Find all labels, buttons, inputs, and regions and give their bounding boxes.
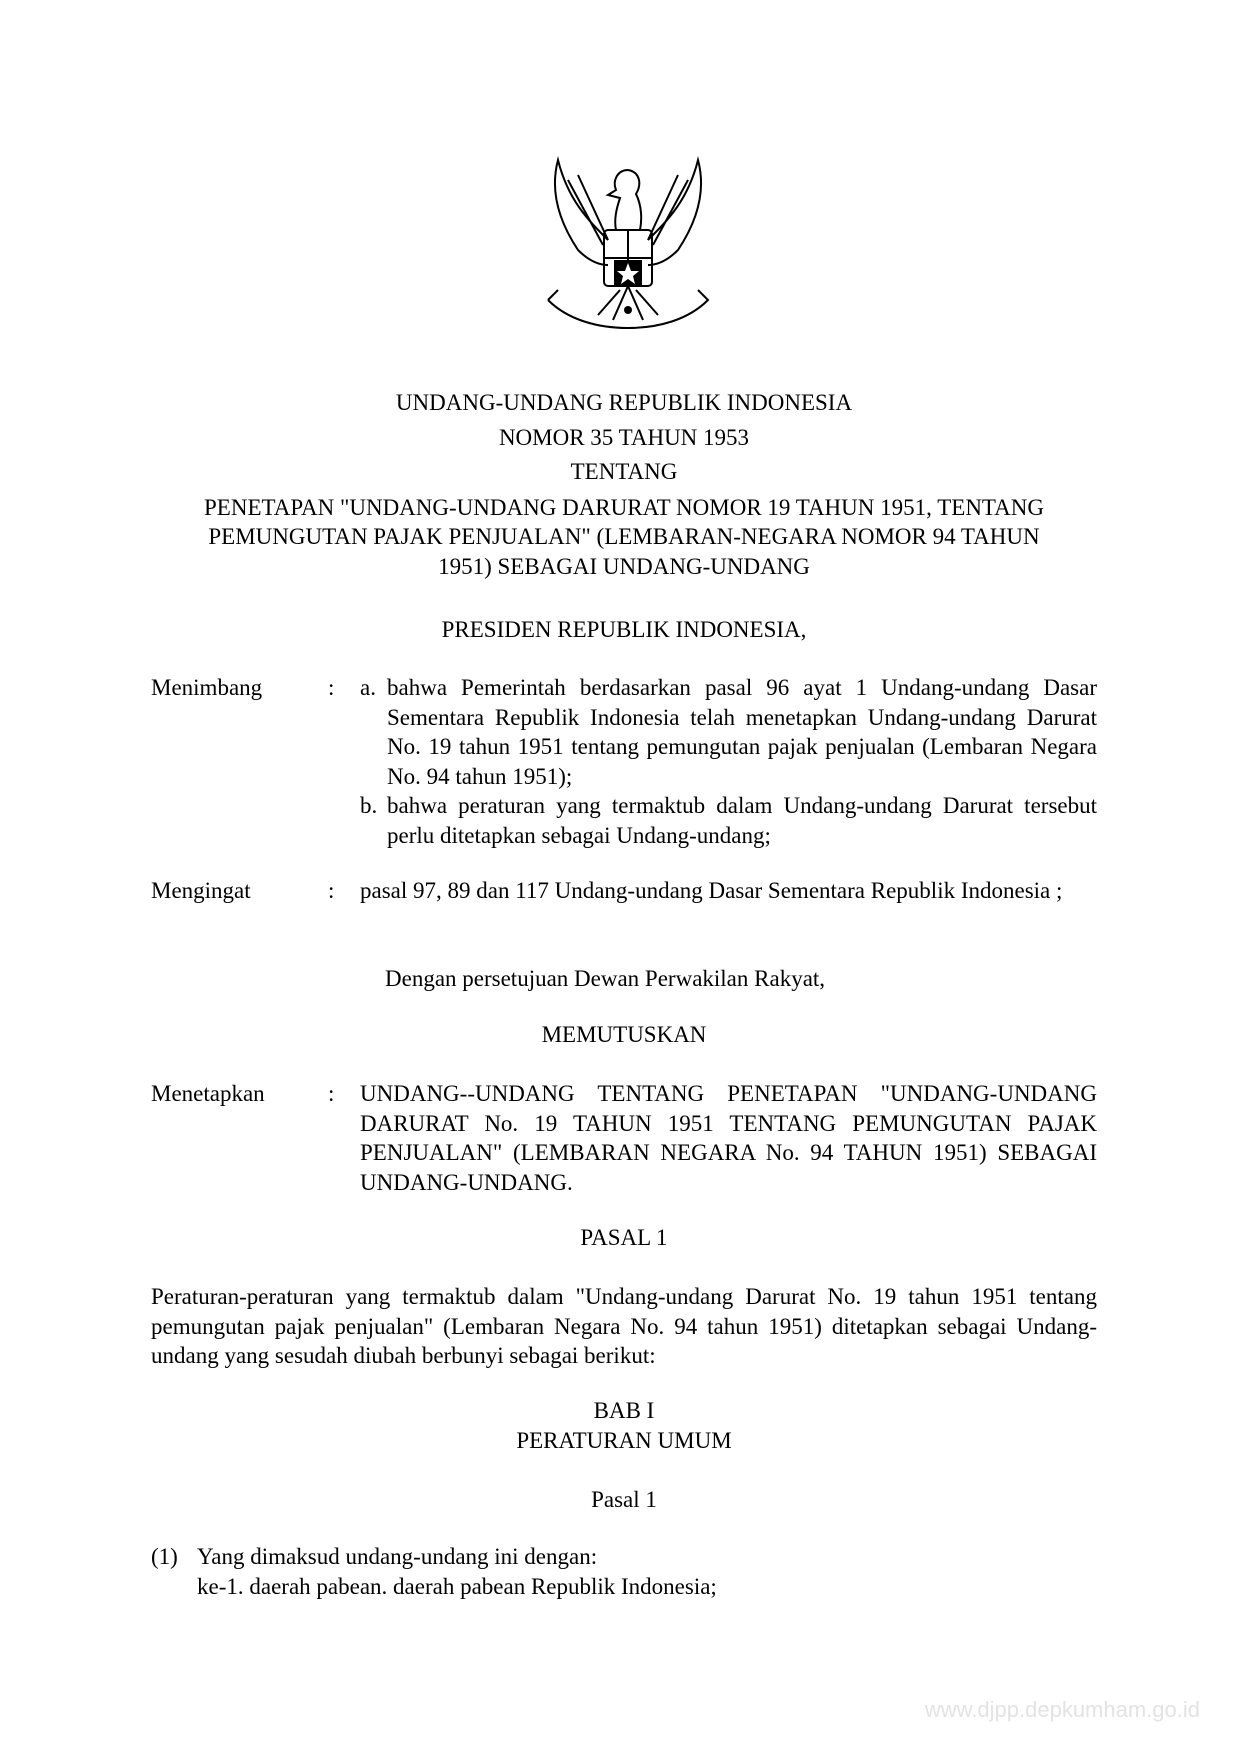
title-subject-2: PEMUNGUTAN PAJAK PENJUALAN" (LEMBARAN-NEGARA NOMOR 94 TAHUN — [208, 524, 1040, 549]
mengingat-text: pasal 97, 89 dan 117 Undang-undang Dasar Sementara Republik Indonesia ; — [360, 878, 1063, 903]
pasal-1-text: Peraturan-peraturan yang termaktub dalam "Undang-undang Darurat No. 19 tahun 1951 tentang pemungutan pajak penjualan" (Lembaran Negara No. 94 tahun 1951) ditetapkan sebagai Undang-undang yang sesudah diubah berbunyi sebagai berikut: — [151, 1284, 1097, 1368]
title-subject-1: PENETAPAN "UNDANG-UNDANG DARURAT NOMOR 19 TAHUN 1951, TENTANG — [204, 495, 1044, 520]
mengingat-colon: : — [328, 878, 335, 903]
mengingat-label: Mengingat — [151, 878, 251, 903]
item-text: bahwa peraturan yang termaktub dalam Undang-undang Darurat tersebut perlu ditetapkan sebagai Undang-undang; — [387, 793, 1097, 848]
title-subject-3: 1951) SEBAGAI UNDANG-UNDANG — [438, 554, 810, 579]
ayat-1-text: Yang dimaksud undang-undang ini dengan: — [197, 1544, 598, 1569]
item-marker: b. — [360, 793, 378, 818]
menetapkan-label: Menetapkan — [151, 1081, 265, 1106]
menimbang-colon: : — [328, 675, 335, 700]
ayat-1-marker: (1) — [151, 1544, 178, 1569]
item-marker: a. — [360, 675, 376, 700]
menimbang-body — [360, 673, 1097, 850]
bab-number: BAB I — [593, 1398, 655, 1423]
menetapkan-colon: : — [328, 1081, 335, 1106]
menimbang-item-b — [360, 791, 1097, 850]
garuda-emblem — [528, 150, 728, 350]
watermark: www.djpp.depkumham.go.id — [924, 1697, 1200, 1722]
persetujuan: Dengan persetujuan Dewan Perwakilan Rakyat, — [385, 966, 826, 991]
menetapkan-text: UNDANG--UNDANG TENTANG PENETAPAN "UNDANG-UNDANG DARURAT No. 19 TAHUN 1951 TENTANG PEMUNGUTAN PAJAK PENJUALAN" (LEMBARAN NEGARA No. 94 TAHUN 1951) SEBAGAI UNDANG-UNDANG. — [360, 1081, 1097, 1195]
pasal-inner-heading: Pasal 1 — [591, 1487, 657, 1512]
title-number: NOMOR 35 TAHUN 1953 — [498, 425, 750, 450]
pasal-1-heading: PASAL 1 — [580, 1225, 668, 1250]
president-heading: PRESIDEN REPUBLIK INDONESIA, — [441, 617, 807, 642]
title-tentang: TENTANG — [570, 459, 678, 484]
bab-title: PERATURAN UMUM — [516, 1428, 732, 1453]
ayat-1-sub: ke-1. daerah pabean. daerah pabean Republik Indonesia; — [197, 1574, 717, 1599]
item-text: bahwa Pemerintah berdasarkan pasal 96 ayat 1 Undang-undang Dasar Sementara Republik Indonesia telah menetapkan Undang-undang Darurat No. 19 tahun 1951 tentang pemungutan pajak penjualan (Lembaran Negara No. 94 tahun 1951); — [387, 675, 1097, 789]
menimbang-label: Menimbang — [151, 675, 263, 700]
menimbang-item-a — [360, 673, 1097, 791]
title-line-1: UNDANG-UNDANG REPUBLIK INDONESIA — [395, 390, 853, 415]
memutuskan-heading: MEMUTUSKAN — [541, 1022, 707, 1047]
